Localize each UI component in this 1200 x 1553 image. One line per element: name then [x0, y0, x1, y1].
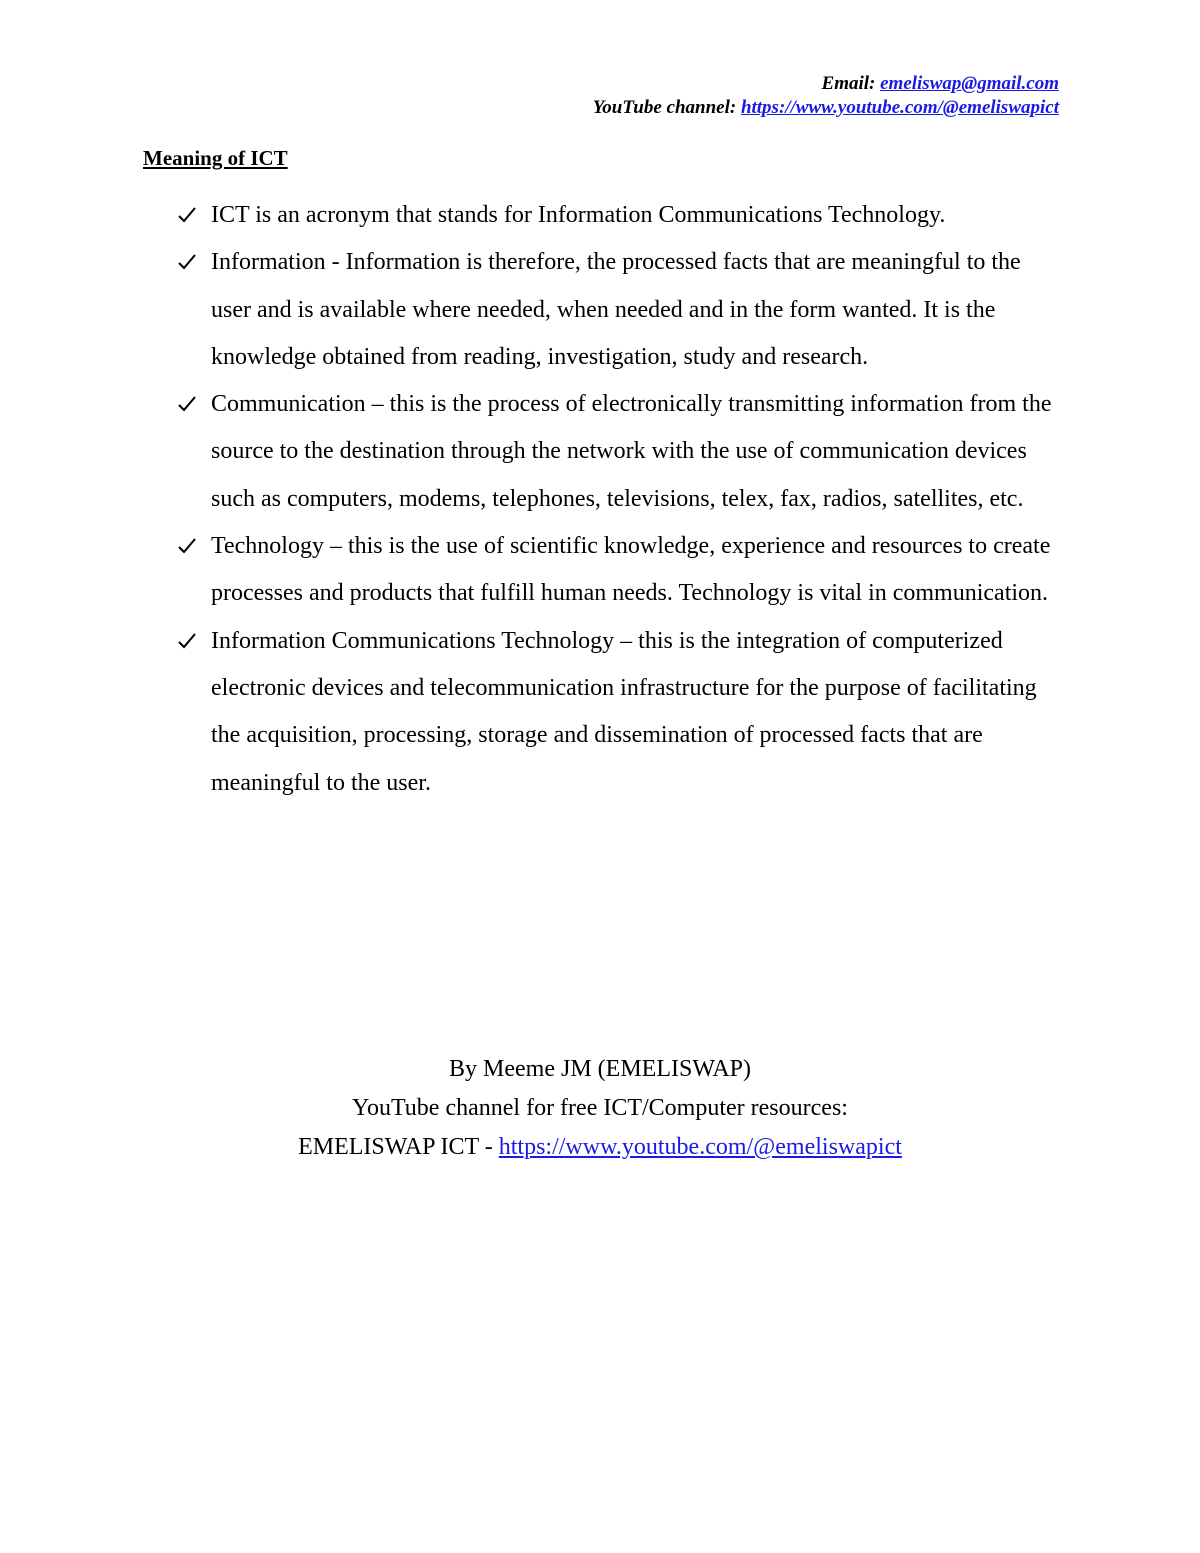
- check-icon: [178, 523, 200, 570]
- email-label: Email:: [821, 73, 881, 94]
- list-item-text: ICT is an acronym that stands for Information Communications Technology.: [211, 202, 946, 228]
- list-item-text: Technology – this is the use of scientific knowledge, experience and resources to create processes and products that fulfill human needs. Technology is vital in communication.: [211, 533, 1051, 607]
- youtube-label: YouTube channel:: [592, 97, 741, 118]
- channel-link[interactable]: https://www.youtube.com/@emeliswapict: [498, 1134, 902, 1160]
- check-icon: [178, 381, 200, 428]
- youtube-line: [593, 96, 1059, 120]
- channel-description: YouTube channel for free ICT/Computer resources:: [352, 1095, 848, 1121]
- channel-line: [0, 1128, 1200, 1167]
- contact-header: [593, 72, 1059, 120]
- youtube-link[interactable]: https://www.youtube.com/@emeliswapict: [740, 97, 1059, 118]
- email-line: [593, 72, 1059, 96]
- section-heading: Meaning of ICT: [143, 146, 288, 170]
- list-item-text: Communication – this is the process of electronically transmitting information from the source to the destination through the network with the use of communication devices such as computers, modems, telephones, televisions, telex, fax, radios, satellites, etc.: [211, 391, 1052, 512]
- list-item: [178, 239, 1058, 381]
- list-item: [178, 618, 1058, 807]
- list-item: [178, 523, 1058, 618]
- email-link[interactable]: emeliswap@gmail.com: [880, 73, 1059, 94]
- check-icon: [178, 239, 200, 286]
- channel-name: EMELISWAP ICT -: [298, 1134, 499, 1160]
- definition-list: [178, 192, 1058, 807]
- list-item: [178, 192, 1058, 239]
- list-item-text: Information Communications Technology – this is the integration of computerized electronic devices and telecommunication infrastructure for the purpose of facilitating the acquisition, processing, storage and dissemination of processed facts that are meaningful to the user.: [211, 627, 1037, 796]
- author-footer: [0, 1050, 1200, 1167]
- author-line: By Meeme JM (EMELISWAP): [449, 1056, 751, 1082]
- check-icon: [178, 618, 200, 665]
- list-item: [178, 381, 1058, 523]
- check-icon: [178, 192, 200, 239]
- list-item-text: Information - Information is therefore, the processed facts that are meaningful to the user and is available where needed, when needed and in the form wanted. It is the knowledge obtained from reading, investigation, study and research.: [211, 249, 1021, 370]
